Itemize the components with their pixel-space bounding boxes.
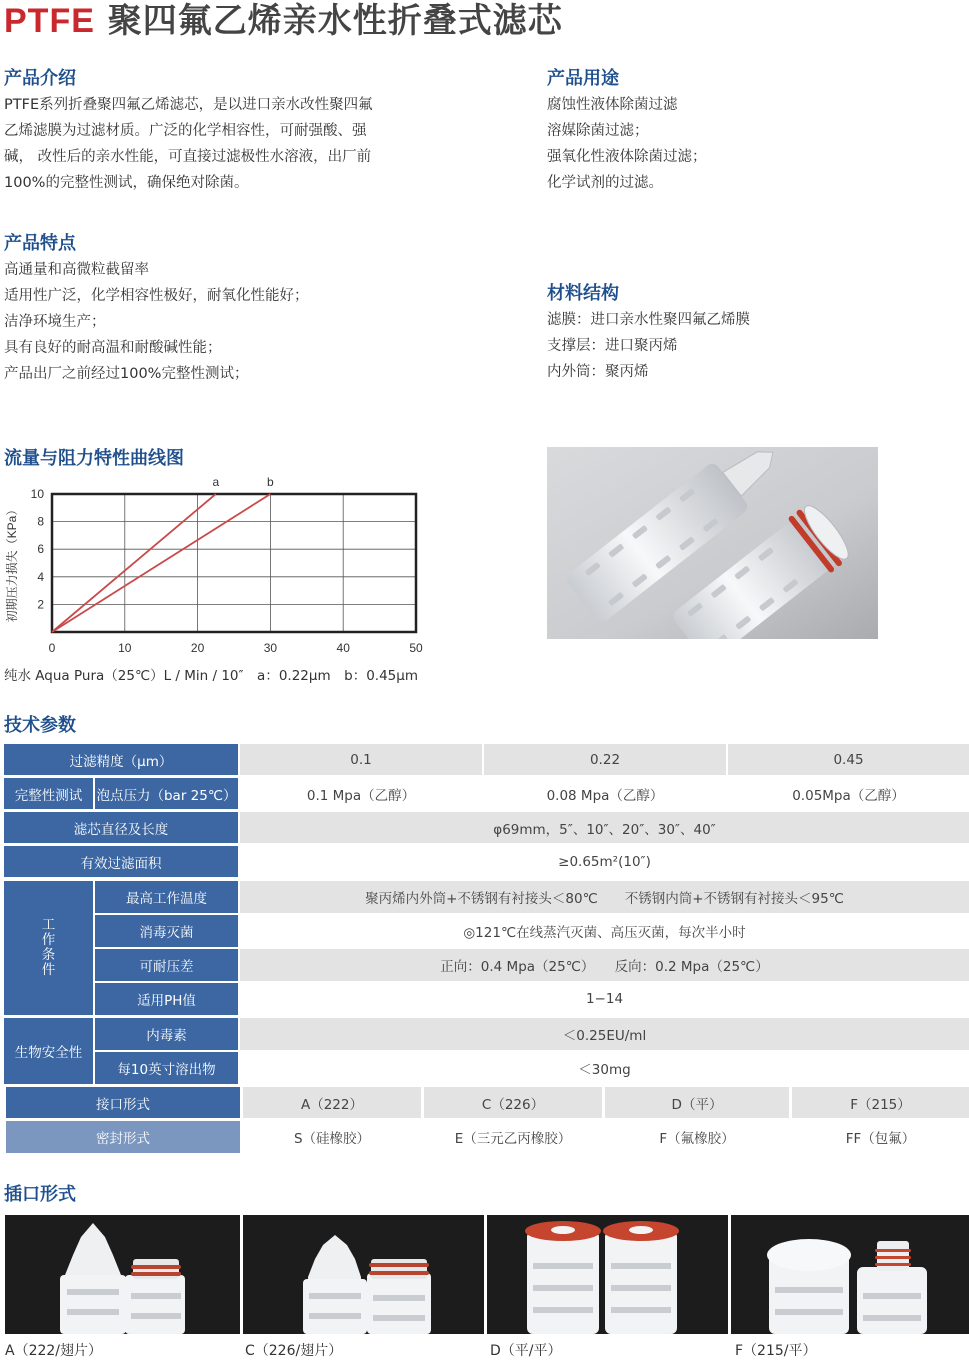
intro-line: 100%的完整性测试，确保绝对除菌。: [4, 175, 249, 191]
ph-value: 1−14: [240, 983, 969, 1015]
flow-resistance-chart: [0, 474, 440, 664]
plug-photo-a: [5, 1215, 240, 1334]
series-line-b: [52, 494, 270, 632]
usage-line: 化学试剂的过滤。: [547, 175, 663, 191]
plug-caption: C（226/翅片）: [245, 1343, 343, 1359]
connector-value: C（226）: [424, 1087, 602, 1118]
work-label-char: 工: [41, 917, 56, 933]
precision-value: 0.1: [240, 744, 482, 775]
y-tick-label: 8: [37, 514, 44, 529]
y-tick-label: 2: [37, 597, 44, 612]
feature-line: 具有良好的耐高温和耐酸碱性能；: [4, 340, 222, 356]
plug-photo-d: [487, 1215, 728, 1334]
seal-value: F（氟橡胶）: [605, 1121, 789, 1153]
bubble-value: 0.1 Mpa（乙醇）: [240, 778, 482, 809]
usage-text: [547, 92, 707, 196]
product-photo: [547, 447, 878, 639]
sterilize-value: ◎121℃在线蒸汽灭菌、高压灭菌，每次半小时: [240, 915, 969, 947]
y-tick-label: 4: [37, 569, 44, 584]
pressure-label: 可耐压差: [95, 949, 238, 981]
x-tick-label: 20: [190, 641, 205, 655]
plug-heading: 插口形式: [4, 1184, 76, 1205]
plug-photo-c: [243, 1215, 484, 1334]
integrity-label: 完整性测试: [4, 778, 93, 809]
material-heading: 材料结构: [547, 283, 619, 304]
page-title: [4, 0, 563, 42]
bubble-value: 0.05Mpa（乙醇）: [728, 778, 969, 809]
features-text: [4, 257, 309, 387]
intro-line: 乙烯滤膜为过滤材质。广泛的化学相容性，可耐强酸、强: [4, 123, 367, 139]
precision-value: 0.22: [484, 744, 726, 775]
work-label-char: 作: [41, 932, 56, 948]
intro-text: [4, 92, 373, 196]
title-brand: PTFE: [4, 2, 95, 40]
y-tick-label: 6: [37, 542, 44, 557]
intro-line: 碱， 改性后的亲水性能，可直接过滤极性水溶液，出厂前: [4, 149, 372, 165]
area-label: 有效过滤面积: [4, 846, 238, 877]
bio-safety-label: 生物安全性: [4, 1018, 93, 1084]
x-tick-label: 10: [118, 641, 132, 655]
seal-label: 密封形式: [6, 1121, 240, 1153]
sterilize-label: 消毒灭菌: [95, 915, 238, 947]
seal-value: S（硅橡胶）: [243, 1121, 421, 1153]
extract-label: 每10英寸溶出物: [95, 1052, 238, 1084]
y-axis-label: 初期压力损失（KPa）: [5, 503, 19, 623]
max-temp-label: 最高工作温度: [95, 881, 238, 913]
work-label-char: 条: [41, 947, 56, 963]
extract-value: ＜30mg: [240, 1052, 969, 1084]
x-tick-label: 0: [48, 641, 56, 655]
ph-label: 适用PH值: [95, 983, 238, 1015]
plug-caption: A（222/翅片）: [5, 1343, 103, 1359]
connector-value: D（平）: [605, 1087, 789, 1118]
endotoxin-value: ＜0.25EU/ml: [240, 1018, 969, 1050]
usage-heading: 产品用途: [547, 68, 619, 89]
usage-line: 强氧化性液体除菌过滤；: [547, 149, 707, 165]
chart-heading: 流量与阻力特性曲线图: [4, 448, 184, 469]
material-line: 滤膜：进口亲水性聚四氟乙烯膜: [547, 312, 750, 328]
plug-photo-f: [731, 1215, 969, 1334]
intro-heading: 产品介绍: [4, 68, 76, 89]
connector-value: A（222）: [243, 1087, 421, 1118]
material-text: [547, 307, 750, 385]
usage-line: 溶媒除菌过滤；: [547, 123, 649, 139]
work-conditions-label: [4, 881, 93, 1015]
feature-line: 洁净环境生产；: [4, 314, 106, 330]
feature-line: 产品出厂之前经过100%完整性测试；: [4, 366, 249, 382]
intro-line: PTFE系列折叠聚四氟乙烯滤芯，是以进口亲水改性聚四氟: [4, 97, 373, 113]
series-label-a: a: [212, 475, 220, 489]
connector-label: 接口形式: [6, 1087, 240, 1118]
endotoxin-label: 内毒素: [95, 1018, 238, 1050]
precision-label: 过滤精度（μm）: [4, 744, 238, 775]
plug-c-image: [243, 1215, 484, 1334]
material-line: 支撑层：进口聚丙烯: [547, 338, 678, 354]
chart-svg: [0, 474, 440, 664]
bubble-value: 0.08 Mpa（乙醇）: [484, 778, 726, 809]
x-tick-label: 50: [409, 641, 423, 655]
spec-table: [0, 744, 969, 1156]
diameter-label: 滤芯直径及长度: [4, 812, 238, 843]
bubble-label: 泡点压力（bar 25℃）: [95, 778, 238, 809]
y-tick-label: 10: [30, 487, 44, 501]
x-tick-label: 30: [263, 641, 278, 655]
seal-value: E（三元乙丙橡胶）: [424, 1121, 602, 1153]
plug-caption: F（215/平）: [735, 1343, 817, 1359]
series-line-a: [52, 494, 216, 632]
usage-line: 腐蚀性液体除菌过滤: [547, 97, 678, 113]
connector-value: F（215）: [792, 1087, 969, 1118]
seal-value: FF（包氟）: [792, 1121, 969, 1153]
diameter-value: φ69mm，5″、10″、20″、30″、40″: [240, 812, 969, 843]
plug-d-image: [487, 1215, 728, 1334]
feature-line: 适用性广泛，化学相容性极好，耐氧化性能好；: [4, 288, 309, 304]
filter-cartridge-image: [547, 447, 878, 639]
area-value: ≥0.65m²(10″): [240, 846, 969, 877]
features-heading: 产品特点: [4, 233, 76, 254]
precision-value: 0.45: [728, 744, 969, 775]
chart-caption: 纯水 Aqua Pura（25℃）L / Min / 10″ a：0.22μm b：0.45μm: [4, 668, 418, 684]
title-rest: 聚四氟乙烯亲水性折叠式滤芯: [94, 1, 563, 41]
max-temp-value: 聚丙烯内外筒+不锈钢有衬接头＜80℃ 不锈钢内筒+不锈钢有衬接头＜95℃: [240, 881, 969, 913]
x-tick-label: 40: [336, 641, 350, 655]
feature-line: 高通量和高微粒截留率: [4, 262, 149, 278]
series-label-b: b: [267, 475, 274, 489]
material-line: 内外筒：聚丙烯: [547, 364, 649, 380]
work-label-char: 件: [41, 962, 56, 978]
plot-frame: [52, 494, 416, 632]
plug-caption: D（平/平）: [490, 1343, 562, 1359]
pressure-value: 正向：0.4 Mpa（25℃） 反向：0.2 Mpa（25℃）: [240, 949, 969, 981]
spec-heading: 技术参数: [4, 715, 76, 736]
plug-f-image: [731, 1215, 969, 1334]
plug-a-image: [5, 1215, 240, 1334]
